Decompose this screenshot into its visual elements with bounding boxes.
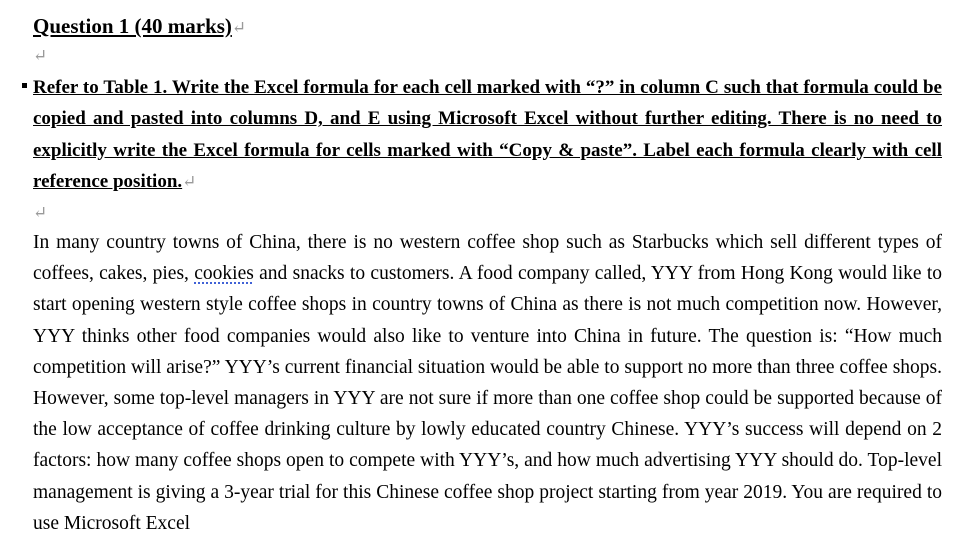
empty-paragraph [33,46,47,66]
instruction-text: Refer to Table 1. Write the Excel formula for each cell marked with “?” in column C such that formula could be copied and pasted into columns D, and E using Microsoft Excel without further editing. There is no need to explicitly write the Excel formula for cells marked with “Copy & paste”. Label each formula clearly with cell reference position. [33,77,942,192]
spellcheck-flagged-word[interactable]: cookies [194,263,254,285]
empty-paragraph [33,203,47,223]
paragraph-mark-icon: ↵ [231,18,247,37]
bullet-square-icon [22,83,27,88]
scenario-text-part1: In many country towns of China, there is no western coffee shop such as Starbucks which sell different types of coffees, cakes, pies, [33,232,942,285]
paragraph-mark-icon: ↵ [33,46,48,65]
scenario-paragraph [33,227,942,539]
question-heading [33,12,246,42]
question-heading-text: Question 1 (40 marks) [33,14,232,38]
scenario-text-part2: and snacks to customers. A food company called, YYY from Hong Kong would like to start opening western style coffee shops in country towns of China as there is not much competition now. However, YYY thinks other food companies would also like to venture into China in future. The question is: “How much competition will arise?” YYY’s current financial situation would be able to support no more than three coffee shops. However, some top-level managers in YYY are not sure if more than one coffee shop could be supported because of the low acceptance of coffee drinking culture by lowly educated country Chinese. YYY’s success will depend on 2 factors: how many coffee shops open to compete with YYY’s, and how much advertising YYY should do. Top-level management is giving a 3-year trial for this Chinese coffee shop project starting from year 2019. You are required to use Microsoft Excel [33,263,943,534]
question-instruction [33,72,942,197]
paragraph-mark-icon: ↵ [33,203,48,222]
paragraph-mark-icon: ↵ [182,171,197,191]
